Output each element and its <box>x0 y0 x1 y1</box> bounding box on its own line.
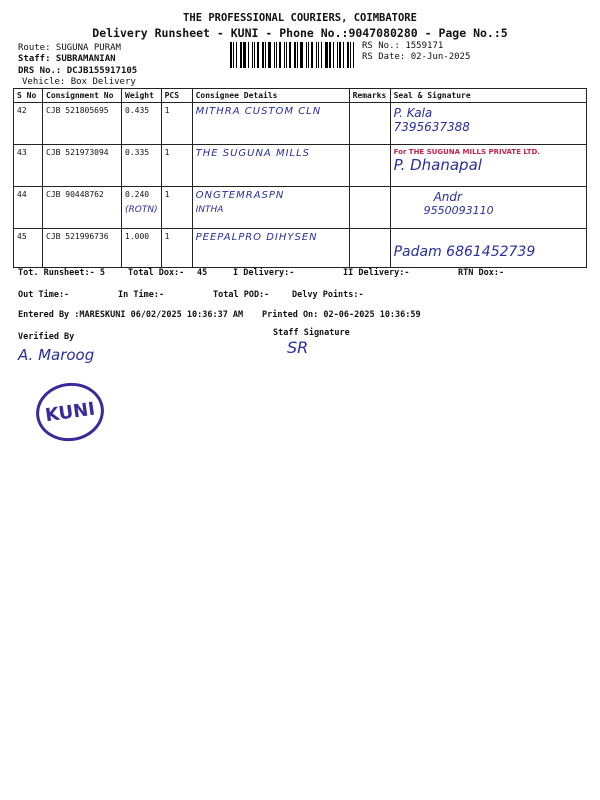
col-weight: Weight <box>122 89 162 103</box>
barcode-bar <box>318 42 319 68</box>
signature-handwriting: P. Dhanapal <box>393 156 482 174</box>
entered-by: Entered By :MARESKUNI 06/02/2025 10:36:37 AM <box>18 310 244 320</box>
barcode-bar <box>337 42 338 68</box>
sno-cell: 42 <box>14 103 43 145</box>
barcode <box>230 42 357 68</box>
weight-cell: 0.335 <box>122 145 162 187</box>
col-sno: S No <box>14 89 43 103</box>
barcode-bar <box>300 42 303 68</box>
table-header-row <box>14 89 587 103</box>
barcode-bar <box>289 42 291 68</box>
drs-number: DRS No.: DCJB155917105 <box>18 66 138 76</box>
barcode-bar <box>294 42 296 68</box>
phone-handwriting: 7395637388 <box>393 120 470 134</box>
consignee-cell <box>192 187 349 229</box>
rs-date: RS Date: 02-Jun-2025 <box>362 52 471 62</box>
staff-signature-label: Staff Signature <box>273 328 350 338</box>
barcode-bar <box>254 42 255 68</box>
stamp-text: KUNI <box>43 398 97 426</box>
col-consignee: Consignee Details <box>192 89 349 103</box>
col-pcs: PCS <box>161 89 192 103</box>
ii-delivery-label: II Delivery:- <box>343 268 410 278</box>
consignment-cell: CJB 521996736 <box>43 229 122 268</box>
barcode-bar <box>279 42 281 68</box>
phone-handwriting: 9550093110 <box>423 204 494 217</box>
delvy-points-label: Delvy Points:- <box>292 290 364 300</box>
seal-cell <box>390 187 586 229</box>
barcode-bar <box>350 42 351 68</box>
barcode-bar <box>248 42 249 68</box>
barcode-bar <box>230 42 232 68</box>
table-row <box>14 145 587 187</box>
consignment-cell: CJB 90448762 <box>43 187 122 229</box>
route-label: Route: SUGUNA PURAM <box>18 43 121 53</box>
rs-number: RS No.: 1559171 <box>362 41 444 51</box>
barcode-bar <box>236 42 237 68</box>
table-row <box>14 229 587 268</box>
total-dox-value: 45 <box>197 268 208 278</box>
signature-handwriting: P. Kala <box>393 106 433 120</box>
barcode-bar <box>243 42 246 68</box>
barcode-bar <box>233 42 234 68</box>
table-row <box>14 187 587 229</box>
seal-cell <box>390 229 586 268</box>
barcode-bar <box>252 42 253 68</box>
barcode-bar <box>240 42 242 68</box>
signature-handwriting: Andr <box>433 190 462 204</box>
barcode-bar <box>321 42 322 68</box>
consignee-cell <box>192 145 349 187</box>
consignment-cell: CJB 521973094 <box>43 145 122 187</box>
barcode-bar <box>325 42 328 68</box>
runsheet-subtitle: Delivery Runsheet - KUNI - Phone No.:9047080280 - Page No.:5 <box>92 26 508 40</box>
total-runsheet: Tot. Runsheet:- 5 <box>18 268 105 278</box>
printed-on: Printed On: 02-06-2025 10:36:59 <box>262 310 421 320</box>
consignee-handwriting: MITHRA CUSTOM CLN <box>195 106 322 117</box>
rtn-dox-label: RTN Dox:- <box>458 268 505 278</box>
barcode-bar <box>274 42 275 68</box>
barcode-bar <box>329 42 331 68</box>
barcode-bar <box>268 42 271 68</box>
col-remarks: Remarks <box>349 89 390 103</box>
seal-cell <box>390 103 586 145</box>
seal-cell <box>390 145 586 187</box>
consignment-cell: CJB 521805695 <box>43 103 122 145</box>
barcode-bar <box>276 42 277 68</box>
total-pod-label: Total POD:- <box>213 290 270 300</box>
barcode-bar <box>306 42 307 68</box>
pcs-cell: 1 <box>161 229 192 268</box>
staff-label: Staff: SUBRAMANIAN <box>18 54 116 64</box>
weight-cell: 1.000 <box>122 229 162 268</box>
vehicle-label: Vehicle: Box Delivery <box>22 77 136 87</box>
verified-by-label: Verified By <box>18 332 75 342</box>
barcode-bar <box>339 42 341 68</box>
consignee-handwriting-2: INTHA <box>195 205 224 215</box>
consignee-handwriting: ONGTEMRASPN <box>195 190 285 201</box>
barcode-bar <box>311 42 313 68</box>
consignee-cell <box>192 103 349 145</box>
runsheet-table <box>13 88 587 268</box>
weight-note-handwriting: (ROTN) <box>125 205 158 215</box>
sno-cell: 43 <box>14 145 43 187</box>
barcode-bar <box>284 42 285 68</box>
total-dox-label: Total Dox:- <box>128 268 185 278</box>
pcs-cell: 1 <box>161 187 192 229</box>
remarks-cell <box>349 145 390 187</box>
barcode-bar <box>308 42 309 68</box>
out-time-label: Out Time:- <box>18 290 70 300</box>
consignee-handwriting: PEEPALPRO DIHYSEN <box>195 232 318 243</box>
pcs-cell: 1 <box>161 103 192 145</box>
remarks-cell <box>349 229 390 268</box>
remarks-cell <box>349 187 390 229</box>
sno-cell: 44 <box>14 187 43 229</box>
in-time-label: In Time:- <box>118 290 165 300</box>
verified-signature: A. Maroog <box>18 346 95 364</box>
table-row <box>14 103 587 145</box>
i-delivery-label: I Delivery:- <box>233 268 295 278</box>
barcode-bar <box>343 42 344 68</box>
signature-handwriting: Padam 6861452739 <box>393 244 536 260</box>
barcode-bar <box>347 42 349 68</box>
barcode-bar <box>297 42 298 68</box>
company-title: THE PROFESSIONAL COURIERS, COIMBATORE <box>183 12 417 24</box>
consignee-cell <box>192 229 349 268</box>
weight-cell <box>122 187 162 229</box>
barcode-bar <box>316 42 317 68</box>
col-seal: Seal & Signature <box>390 89 586 103</box>
remarks-cell <box>349 103 390 145</box>
kuni-stamp <box>32 379 107 446</box>
barcode-bar <box>257 42 259 68</box>
weight-value: 0.240 <box>125 190 150 199</box>
sno-cell: 45 <box>14 229 43 268</box>
barcode-bar <box>262 42 264 68</box>
col-consignment: Consignment No <box>43 89 122 103</box>
consignee-handwriting: THE SUGUNA MILLS <box>195 148 311 159</box>
pcs-cell: 1 <box>161 145 192 187</box>
barcode-bar <box>286 42 287 68</box>
barcode-bar <box>353 42 354 68</box>
weight-cell: 0.435 <box>122 103 162 145</box>
barcode-bar <box>333 42 334 68</box>
staff-signature: SR <box>287 338 309 357</box>
barcode-bar <box>265 42 266 68</box>
company-seal: For THE SUGUNA MILLS PRIVATE LTD. <box>393 148 540 156</box>
